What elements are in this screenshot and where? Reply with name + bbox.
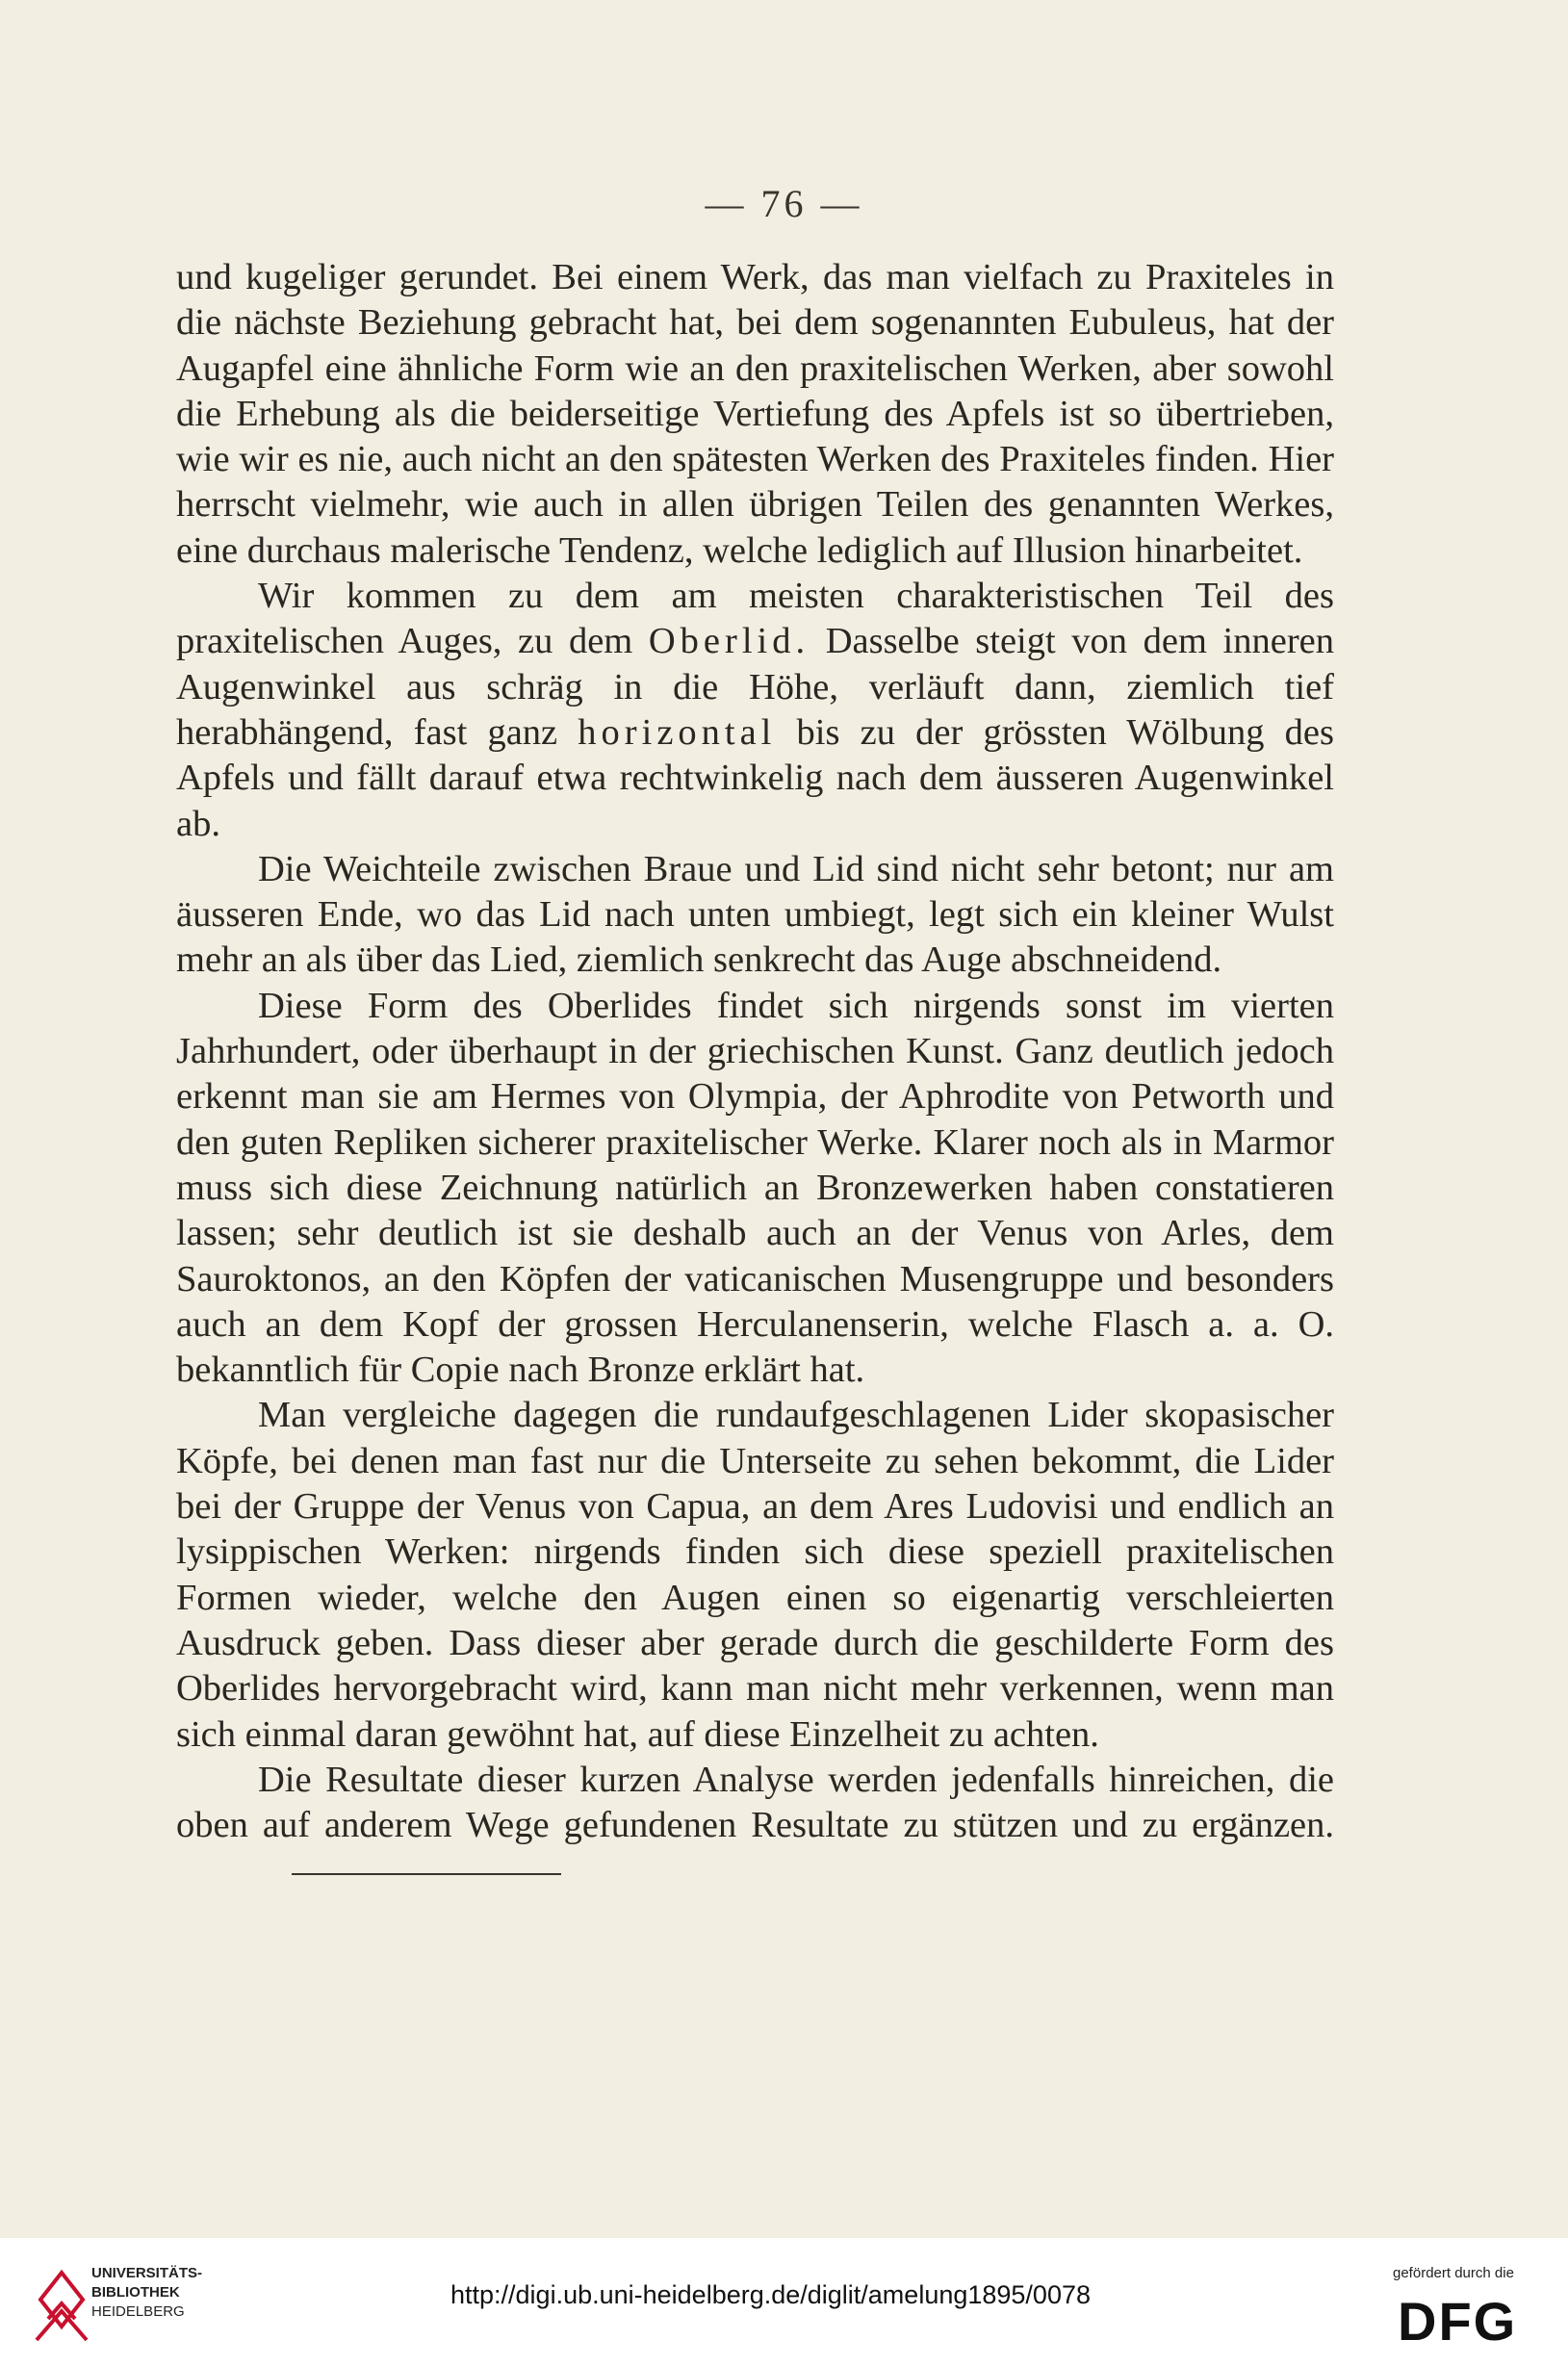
text-run: Diese Form des Oberlides findet sich nirgends sonst im vierten Jahrhundert, oder überhaupt in der griechischen Kunst. Ganz deutlich jedoch erkennt man sie am Hermes von Olympia, der Aphrodite von Petworth und den guten Repliken sicherer praxitelischer Werke. Klarer noch als in Marmor muss sich diese Zeichnung natürlich an Bronzewerken haben constatieren lassen; sehr deutlich ist sie deshalb auch an der Venus von Arles, dem Sauroktonos, an den Köpfen der vaticanischen Musengruppe und besonders auch an dem Kopf der grossen Herculanenserin, welche Flasch a. a. O. bekanntlich für Copie nach Bronze erklärt hat. bbox=[176, 985, 1334, 1391]
library-name bbox=[91, 2264, 202, 2322]
source-url-link[interactable]: http://digi.ub.uni-heidelberg.de/diglit/amelung1895/0078 bbox=[450, 2280, 1091, 2309]
sponsor-caption: gefördert durch die bbox=[1393, 2265, 1514, 2281]
paragraph bbox=[176, 984, 1334, 1394]
paragraph bbox=[176, 574, 1334, 847]
library-name-line: UNIVERSITÄTS- bbox=[91, 2265, 203, 2281]
text-run: und kugeliger gerundet. Bei einem Werk, das man vielfach zu Praxiteles in die nächste Beziehung gebracht hat, bei dem sogenannten Eubuleus, hat der Augapfel eine ähnliche Form wie an den praxitelischen Werken, aber sowohl die Erhebung als die beiderseitige Vertiefung des Apfels ist so übertrieben, wie wir es nie, auch nicht an den spätesten Werken des Praxiteles finden. Hier herrscht vielmehr, wie auch in allen übrigen Teilen des genannten Werkes, eine durchaus malerische Tendenz, welche lediglich auf Illusion hinarbeitet. bbox=[176, 257, 1334, 571]
paragraph bbox=[176, 1758, 1334, 1894]
library-name-line: HEIDELBERG bbox=[91, 2303, 185, 2320]
text-run: Man vergleiche dagegen die rundaufgeschlagenen Lider skopasischer Köpfe, bei denen man fast nur die Unterseite zu sehen bekommt, die Lider bei der Gruppe der Venus von Capua, an dem Ares Ludovisi und endlich an lysippischen Werken: nirgends finden sich diese speziell praxitelischen Formen wieder, welche den Augen einen so eigenartig verschleierten Ausdruck geben. Dass dieser aber gerade durch die geschilderte Form des Oberlides hervorgebracht wird, kann man nicht mehr verkennen, wenn man sich einmal daran gewöhnt hat, auf diese Einzelheit zu achten. bbox=[176, 1395, 1334, 1755]
text-run: Dasselbe steigt von dem inneren Augenwinkel aus schräg in die Höhe, verläuft dann, ziemlich tief herabhängend, fast ganz bbox=[176, 621, 1334, 753]
text-run: Wir kommen zu dem am meisten charakteristischen Teil des praxitelischen Auges, zu dem bbox=[176, 576, 1334, 662]
text-run: bis zu der grössten Wölbung des Apfels und fällt darauf etwa rechtwinkelig nach dem äusseren Augenwinkel ab. bbox=[176, 711, 1334, 844]
emphasized-term: horizontal bbox=[578, 711, 777, 753]
page-number: — 76 — bbox=[705, 182, 863, 225]
text-run: Die Weichteile zwischen Braue und Lid sind nicht sehr betont; nur am äusseren Ende, wo das Lid nach unten umbiegt, legt sich ein kleiner Wulst mehr an als über das Lied, ziemlich senkrecht das Auge abschneidend. bbox=[176, 848, 1334, 981]
emphasized-term: Oberlid. bbox=[648, 621, 810, 662]
paragraph bbox=[176, 255, 1334, 574]
paragraph bbox=[176, 1393, 1334, 1757]
section-end-rule bbox=[292, 1873, 561, 1875]
svg-text:DFG: DFG bbox=[1398, 2294, 1518, 2347]
paragraph bbox=[176, 847, 1334, 984]
body-text bbox=[176, 255, 1334, 1894]
dfg-logo-icon bbox=[1398, 2294, 1542, 2347]
footer-bar bbox=[0, 2238, 1568, 2366]
university-library-logo-icon bbox=[33, 2261, 90, 2348]
library-name-line: BIBLIOTHEK bbox=[91, 2284, 180, 2301]
text-run: Die Resultate dieser kurzen Analyse werden jedenfalls hinreichen, die oben auf anderem Wege gefundenen Resultate zu stützen und zu ergänzen. bbox=[176, 1759, 1334, 1846]
